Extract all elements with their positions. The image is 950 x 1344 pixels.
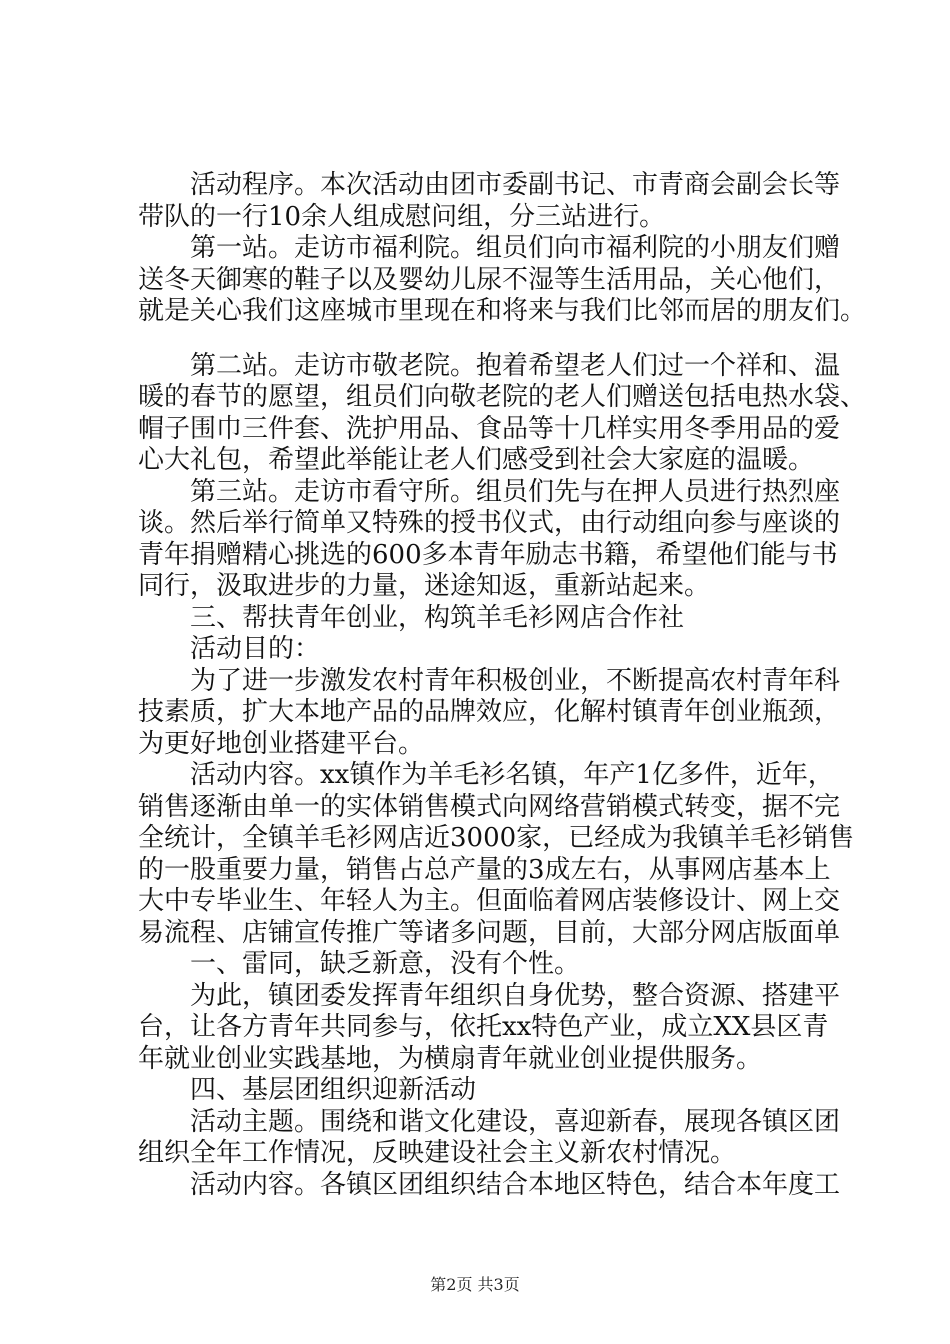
text-line: 谈。然后举行简单又特殊的授书仪式，由行动组向参与座谈的 (138, 508, 841, 538)
text-line: 三、帮扶青年创业，构筑羊毛衫网店合作社 (138, 602, 685, 633)
text-line: 四、基层团组织迎新活动 (138, 1075, 477, 1105)
text-line: 年就业创业实践基地，为横扇青年就业创业提供服务。 (138, 1043, 763, 1074)
text-line: 一、雷同，缺乏新意，没有个性。 (138, 949, 581, 979)
text-line: 组织全年工作情况，反映建设社会主义新农村情况。 (138, 1138, 737, 1168)
text-line: 心大礼包，希望此举能让老人们感受到社会大家庭的温暖。 (138, 445, 815, 475)
text-line: 台，让各方青年共同参与，依托xx特色产业，成立XX县区青 (138, 1012, 829, 1042)
text-line: 销售逐渐由单一的实体销售模式向网络营销模式转变，据不完 (138, 791, 841, 822)
document-body (138, 170, 867, 1201)
text-line: 带队的一行10余人组成慰问组，分三站进行。 (138, 201, 666, 232)
text-line: 青年捐赠精心挑选的600多本青年励志书籍，希望他们能与书 (138, 539, 838, 570)
text-line: 第一站。走访市福利院。组员们向市福利院的小朋友们赠 (138, 233, 841, 263)
text-line: 暖的春节的愿望，组员们向敬老院的老人们赠送包括电热水袋、 (138, 382, 867, 412)
text-line: 就是关心我们这座城市里现在和将来与我们比邻而居的朋友们。 (138, 296, 867, 326)
text-line: 活动程序。本次活动由团市委副书记、市青商会副会长等 (138, 170, 841, 200)
text-line: 活动内容。各镇区团组织结合本地区特色，结合本年度工 (138, 1169, 841, 1200)
text-line: 活动内容。xx镇作为羊毛衫名镇，年产1亿多件，近年， (138, 760, 834, 790)
text-line: 同行，汲取进步的力量，迷途知返，重新站起来。 (138, 571, 711, 601)
text-line: 活动主题。围绕和谐文化建设，喜迎新春，展现各镇区团 (138, 1106, 841, 1137)
page-footer: 第2页 共3页 (430, 1275, 520, 1294)
text-line: 大中专毕业生、年轻人为主。但面临着网店装修设计、网上交 (138, 886, 841, 916)
text-line: 的一股重要力量，销售占总产量的3成左右，从事网店基本上 (138, 854, 831, 885)
text-line: 为此，镇团委发挥青年组织自身优势，整合资源、搭建平 (138, 980, 841, 1011)
text-line: 第二站。走访市敬老院。抱着希望老人们过一个祥和、温 (138, 350, 841, 381)
text-line: 第三站。走访市看守所。组员们先与在押人员进行热烈座 (138, 476, 841, 507)
text-line: 全统计，全镇羊毛衫网店近3000家，已经成为我镇羊毛衫销售 (138, 823, 855, 853)
text-line: 活动目的： (138, 634, 321, 664)
text-line: 送冬天御寒的鞋子以及婴幼儿尿不湿等生活用品，关心他们， (138, 264, 841, 295)
text-line: 为了进一步激发农村青年积极创业，不断提高农村青年科 (138, 665, 841, 696)
paragraph-gap (138, 328, 838, 351)
text-line: 帽子围巾三件套、洗护用品、食品等十几样实用冬季用品的爱 (138, 413, 841, 444)
text-line: 技素质，扩大本地产品的品牌效应，化解村镇青年创业瓶颈， (138, 697, 841, 727)
text-line: 易流程、店铺宣传推广等诸多问题，目前，大部分网店版面单 (138, 917, 841, 948)
text-line: 为更好地创业搭建平台。 (138, 728, 425, 759)
